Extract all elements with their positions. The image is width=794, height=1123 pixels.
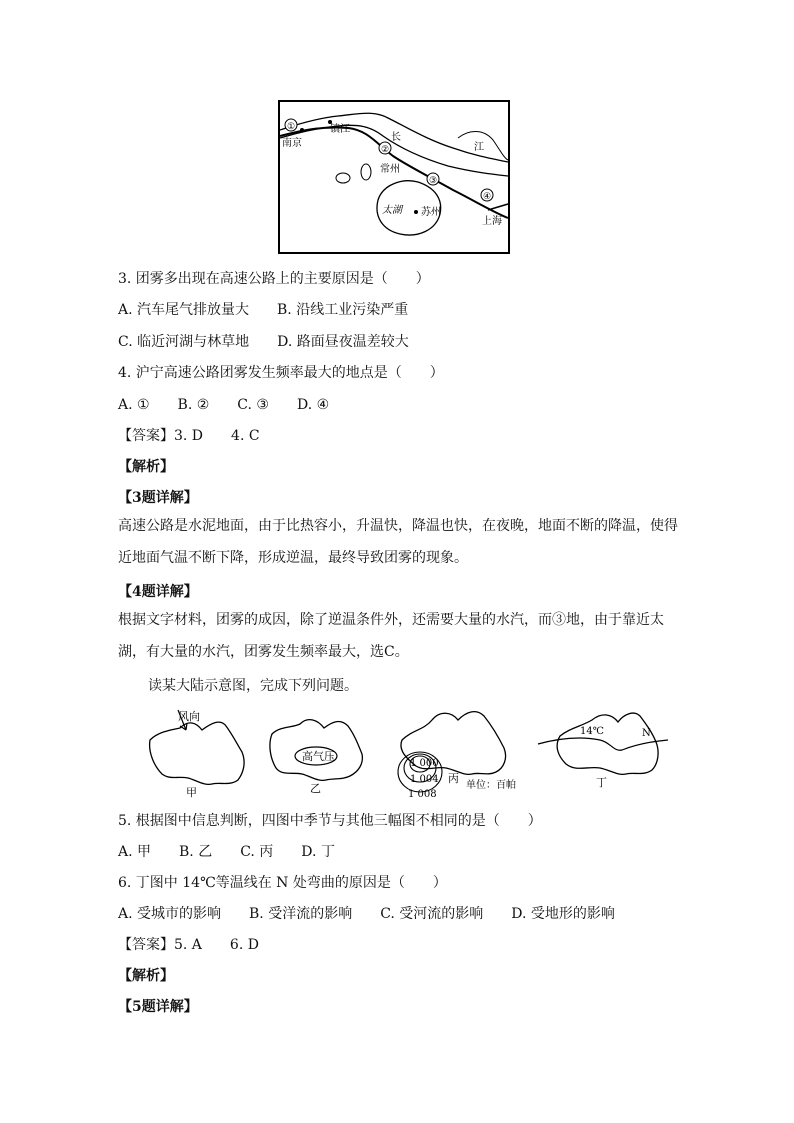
- point-n-label: N: [642, 728, 651, 739]
- marker-4: ④: [482, 192, 492, 202]
- q4-options: A. ① B. ② C. ③ D. ④: [118, 397, 330, 413]
- pressure-unit-label: 单位：百帕: [466, 780, 516, 791]
- figure-name-yi: 乙: [310, 782, 321, 795]
- q3-options-cd: C. 临近河湖与林草地 D. 路面昼夜温差较大: [118, 334, 409, 350]
- continent-figures: [140, 700, 680, 800]
- high-pressure-label: 高气压: [302, 750, 335, 763]
- intro-continent: 读某大陆示意图，完成下列问题。: [148, 678, 358, 694]
- marker-1: ①: [286, 122, 296, 132]
- q5-stem: 5. 根据图中信息判断，四图中季节与其他三幅图不相同的是（ ）: [118, 813, 542, 829]
- label-nanjing: 南京: [282, 138, 302, 149]
- isobar-1008: 1 008: [408, 789, 437, 800]
- isotherm-14-label: 14℃: [580, 726, 604, 737]
- q4-stem: 4. 沪宁高速公路团雾发生频率最大的地点是（ ）: [118, 365, 444, 381]
- detail-3-text: 高速公路是水泥地面，由于比热容小，升温快，降温也快，在夜晚，地面不断的降温，使得近地面气温不断下降，形成逆温，最终导致团雾的现象。: [118, 518, 678, 566]
- detail-3-heading: 【3题详解】: [118, 490, 198, 506]
- label-chang: 长: [391, 132, 401, 143]
- q3-options-ab: A. 汽车尾气排放量大 B. 沿线工业污染严重: [118, 302, 409, 318]
- answer-5-6: 【答案】5. A 6. D: [118, 937, 259, 953]
- yangtze-delta-map: [278, 100, 510, 254]
- detail-5-heading: 【5题详解】: [118, 999, 198, 1015]
- figure-yi: [270, 720, 362, 795]
- figure-bing: [398, 712, 516, 800]
- label-changzhou: 常州: [380, 164, 400, 175]
- label-taihu: 太湖: [382, 205, 402, 216]
- detail-4-heading: 【4题详解】: [118, 584, 198, 600]
- detail-4-text: 根据文字材料，团雾的成因，除了逆温条件外，还需要大量的水汽，而③地，由于靠近太湖，有大量的水汽，团雾发生频率最大，选C。: [118, 612, 664, 660]
- marker-3: ③: [428, 176, 438, 186]
- q5-options: A. 甲 B. 乙 C. 丙 D. 丁: [118, 844, 335, 860]
- figure-name-jia: 甲: [186, 786, 197, 799]
- isobar-1000: 1 000: [410, 758, 439, 769]
- label-jiang: 江: [474, 142, 484, 153]
- marker-2: ②: [380, 145, 390, 155]
- analysis-heading-1: 【解析】: [118, 459, 174, 475]
- q6-options: A. 受城市的影响 B. 受洋流的影响 C. 受河流的影响 D. 受地形的影响: [118, 906, 615, 922]
- label-zhenjiang: 镇江: [330, 124, 350, 135]
- label-shanghai: 上海: [482, 216, 502, 227]
- figure-name-bing: 丙: [448, 772, 459, 785]
- isobar-1004: 1 004: [410, 774, 439, 785]
- answer-3-4: 【答案】3. D 4. C: [118, 428, 260, 444]
- analysis-heading-2: 【解析】: [118, 968, 174, 984]
- figure-ding: [538, 713, 668, 789]
- wind-direction-label: 风向: [178, 710, 200, 723]
- q6-stem: 6. 丁图中 14℃等温线在 N 处弯曲的原因是（ ）: [118, 875, 447, 891]
- label-suzhou: 苏州: [421, 207, 441, 218]
- q3-stem: 3. 团雾多出现在高速公路上的主要原因是（ ）: [118, 271, 430, 287]
- figure-jia: [150, 709, 244, 799]
- figure-name-ding: 丁: [596, 776, 607, 789]
